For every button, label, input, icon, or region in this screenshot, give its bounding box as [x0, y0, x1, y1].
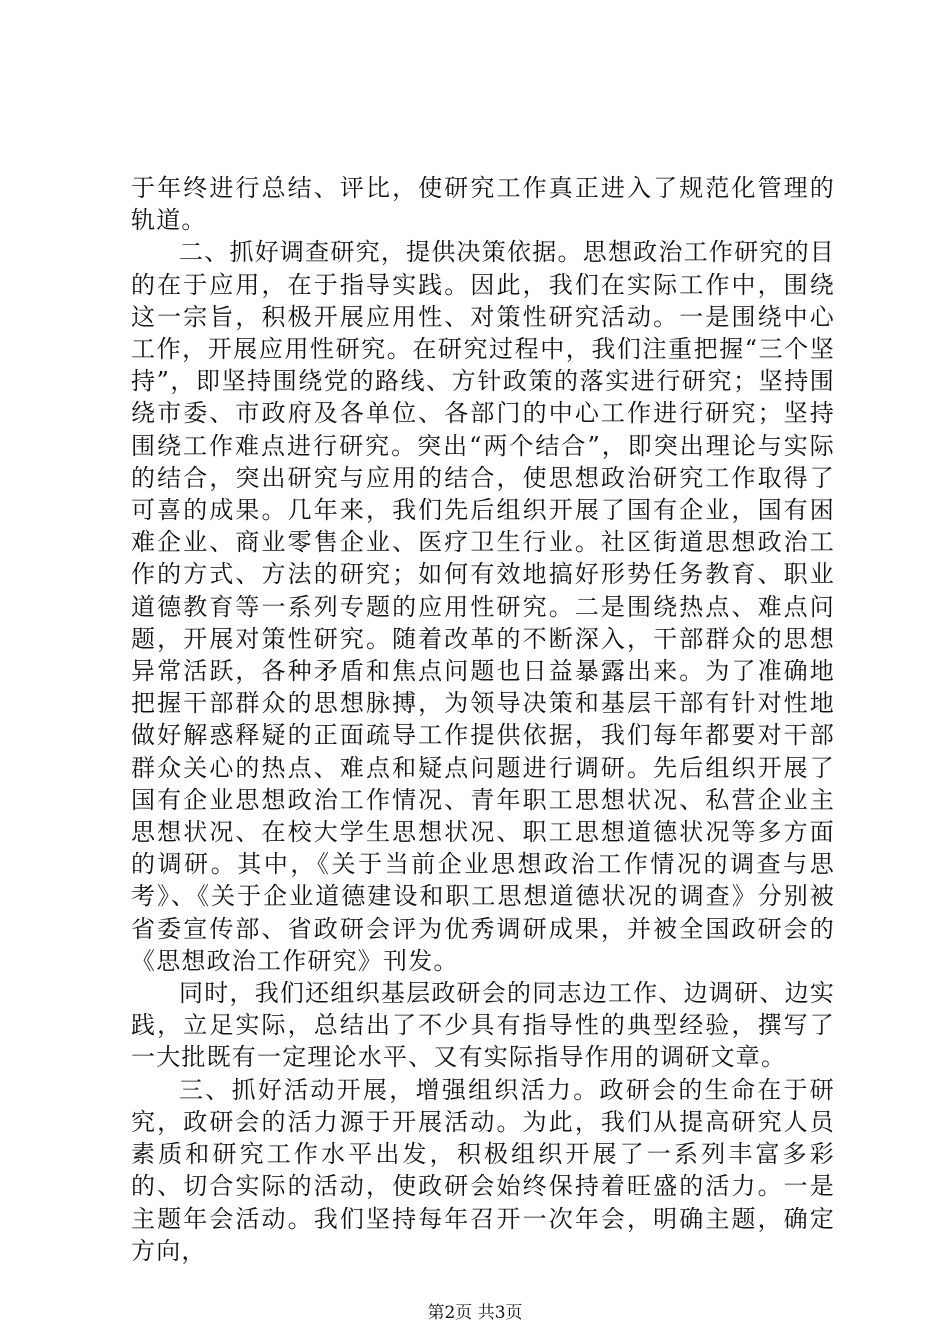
document-body — [131, 172, 835, 1267]
paragraph-2: 二、抓好调查研究，提供决策依据。思想政治工作研究的目的在于应用，在于指导实践。因此，我们在实际工作中，围绕这一宗旨，积极开展应用性、对策性研究活动。一是围绕中心工作，开展应用性研究。在研究过程中，我们注重把握“三个坚持”，即坚持围绕党的路线、方针政策的落实进行研究；坚持围绕市委、市政府及各单位、各部门的中心工作进行研究；坚持围绕工作难点进行研究。突出“两个结合”，即突出理论与实际的结合，突出研究与应用的结合，使思想政治研究工作取得了可喜的成果。几年来，我们先后组织开展了国有企业，国有困难企业、商业零售企业、医疗卫生行业。社区街道思想政治工作的方式、方法的研究；如何有效地搞好形势任务教育、职业道德教育等一系列专题的应用性研究。二是围绕热点、难点问题，开展对策性研究。随着改革的不断深入，干部群众的思想异常活跃，各种矛盾和焦点问题也日益暴露出来。为了准确地把握干部群众的思想脉搏，为领导决策和基层干部有针对性地做好解惑释疑的正面疏导工作提供依据，我们每年都要对干部群众关心的热点、难点和疑点问题进行调研。先后组织开展了国有企业思想政治工作情况、青年职工思想状况、私营企业主思想状况、在校大学生思想状况、职工思想道德状况等多方面的调研。其中，《关于当前企业思想政治工作情况的调查与思考》、《关于企业道德建设和职工思想道德状况的调查》分别被省委宣传部、省政研会评为优秀调研成果，并被全国政研会的《思想政治工作研究》刊发。 — [131, 238, 835, 975]
paragraph-1: 于年终进行总结、评比，使研究工作真正进入了规范化管理的轨道。 — [131, 174, 835, 235]
paragraph-3: 同时，我们还组织基层政研会的同志边工作、边调研、边实践，立足实际，总结出了不少具有指导性的典型经验，撰写了一大批既有一定理论水平、又有实际指导作用的调研文章。 — [131, 979, 835, 1072]
paragraph-4: 三、抓好活动开展，增强组织活力。政研会的生命在于研究，政研会的活力源于开展活动。为此，我们从提高研究人员素质和研究工作水平出发，积极组织开展了一系列丰富多彩的、切合实际的活动，使政研会始终保持着旺盛的活力。一是主题年会活动。我们坚持每年召开一次年会，明确主题，确定方向， — [131, 1075, 835, 1265]
page-number-footer: 第2页 共3页 — [427, 1303, 523, 1323]
